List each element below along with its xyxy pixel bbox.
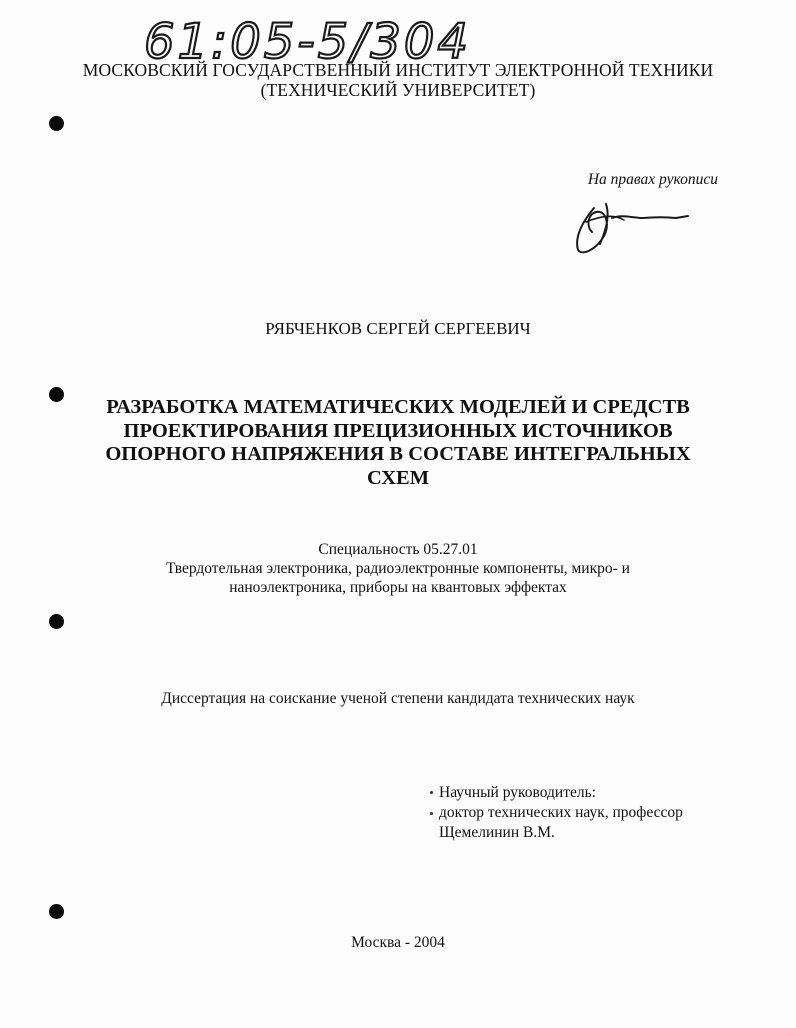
supervisor-degree: доктор технических наук, профессор bbox=[439, 804, 683, 821]
title-line: РАЗРАБОТКА МАТЕМАТИЧЕСКИХ МОДЕЛЕЙ И СРЕДСТВ bbox=[106, 396, 690, 418]
binding-hole-4 bbox=[49, 904, 64, 919]
binding-hole-1 bbox=[49, 116, 64, 131]
supervisor-name: Щемелинин В.М. bbox=[439, 824, 555, 841]
title-line: ОПОРНОГО НАПРЯЖЕНИЯ В СОСТАВЕ ИНТЕГРАЛЬНЫХ bbox=[105, 443, 691, 465]
specialty-description: Твердотельная электроника, радиоэлектронные компоненты, микро- и bbox=[166, 560, 630, 577]
title-line: ПРОЕКТИРОВАНИЯ ПРЕЦИЗИОННЫХ ИСТОЧНИКОВ bbox=[123, 419, 673, 442]
title-line: СХЕМ bbox=[366, 466, 430, 489]
institution-name: МОСКОВСКИЙ ГОСУДАРСТВЕННЫЙ ИНСТИТУТ ЭЛЕКТРОННОЙ ТЕХНИКИ bbox=[82, 60, 714, 80]
scan-speck bbox=[430, 791, 433, 794]
dissertation-title bbox=[0, 396, 796, 490]
specialty-block bbox=[0, 540, 796, 597]
author-name: РЯБЧЕНКОВ СЕРГЕЙ СЕРГЕЕВИЧ bbox=[265, 319, 531, 338]
institution-subtitle: (ТЕХНИЧЕСКИЙ УНИВЕРСИТЕТ) bbox=[260, 80, 536, 100]
specialty-heading: Специальность 05.27.01 bbox=[318, 541, 478, 558]
supervisor-block bbox=[439, 783, 683, 843]
binding-hole-3 bbox=[49, 614, 64, 629]
city-year: Москва - 2004 bbox=[351, 934, 445, 951]
dissertation-statement: Диссертация на соискание ученой степени кандидата технических наук bbox=[161, 690, 635, 707]
signature-icon bbox=[566, 196, 696, 258]
institution-header bbox=[0, 60, 796, 100]
scan-speck bbox=[430, 812, 433, 815]
rights-note: На правах рукописи bbox=[587, 171, 718, 188]
specialty-description: наноэлектроника, приборы на квантовых эффектах bbox=[229, 579, 567, 596]
handwritten-number-text: 61:05-5/304 bbox=[144, 14, 471, 70]
supervisor-label: Научный руководитель: bbox=[439, 784, 596, 801]
